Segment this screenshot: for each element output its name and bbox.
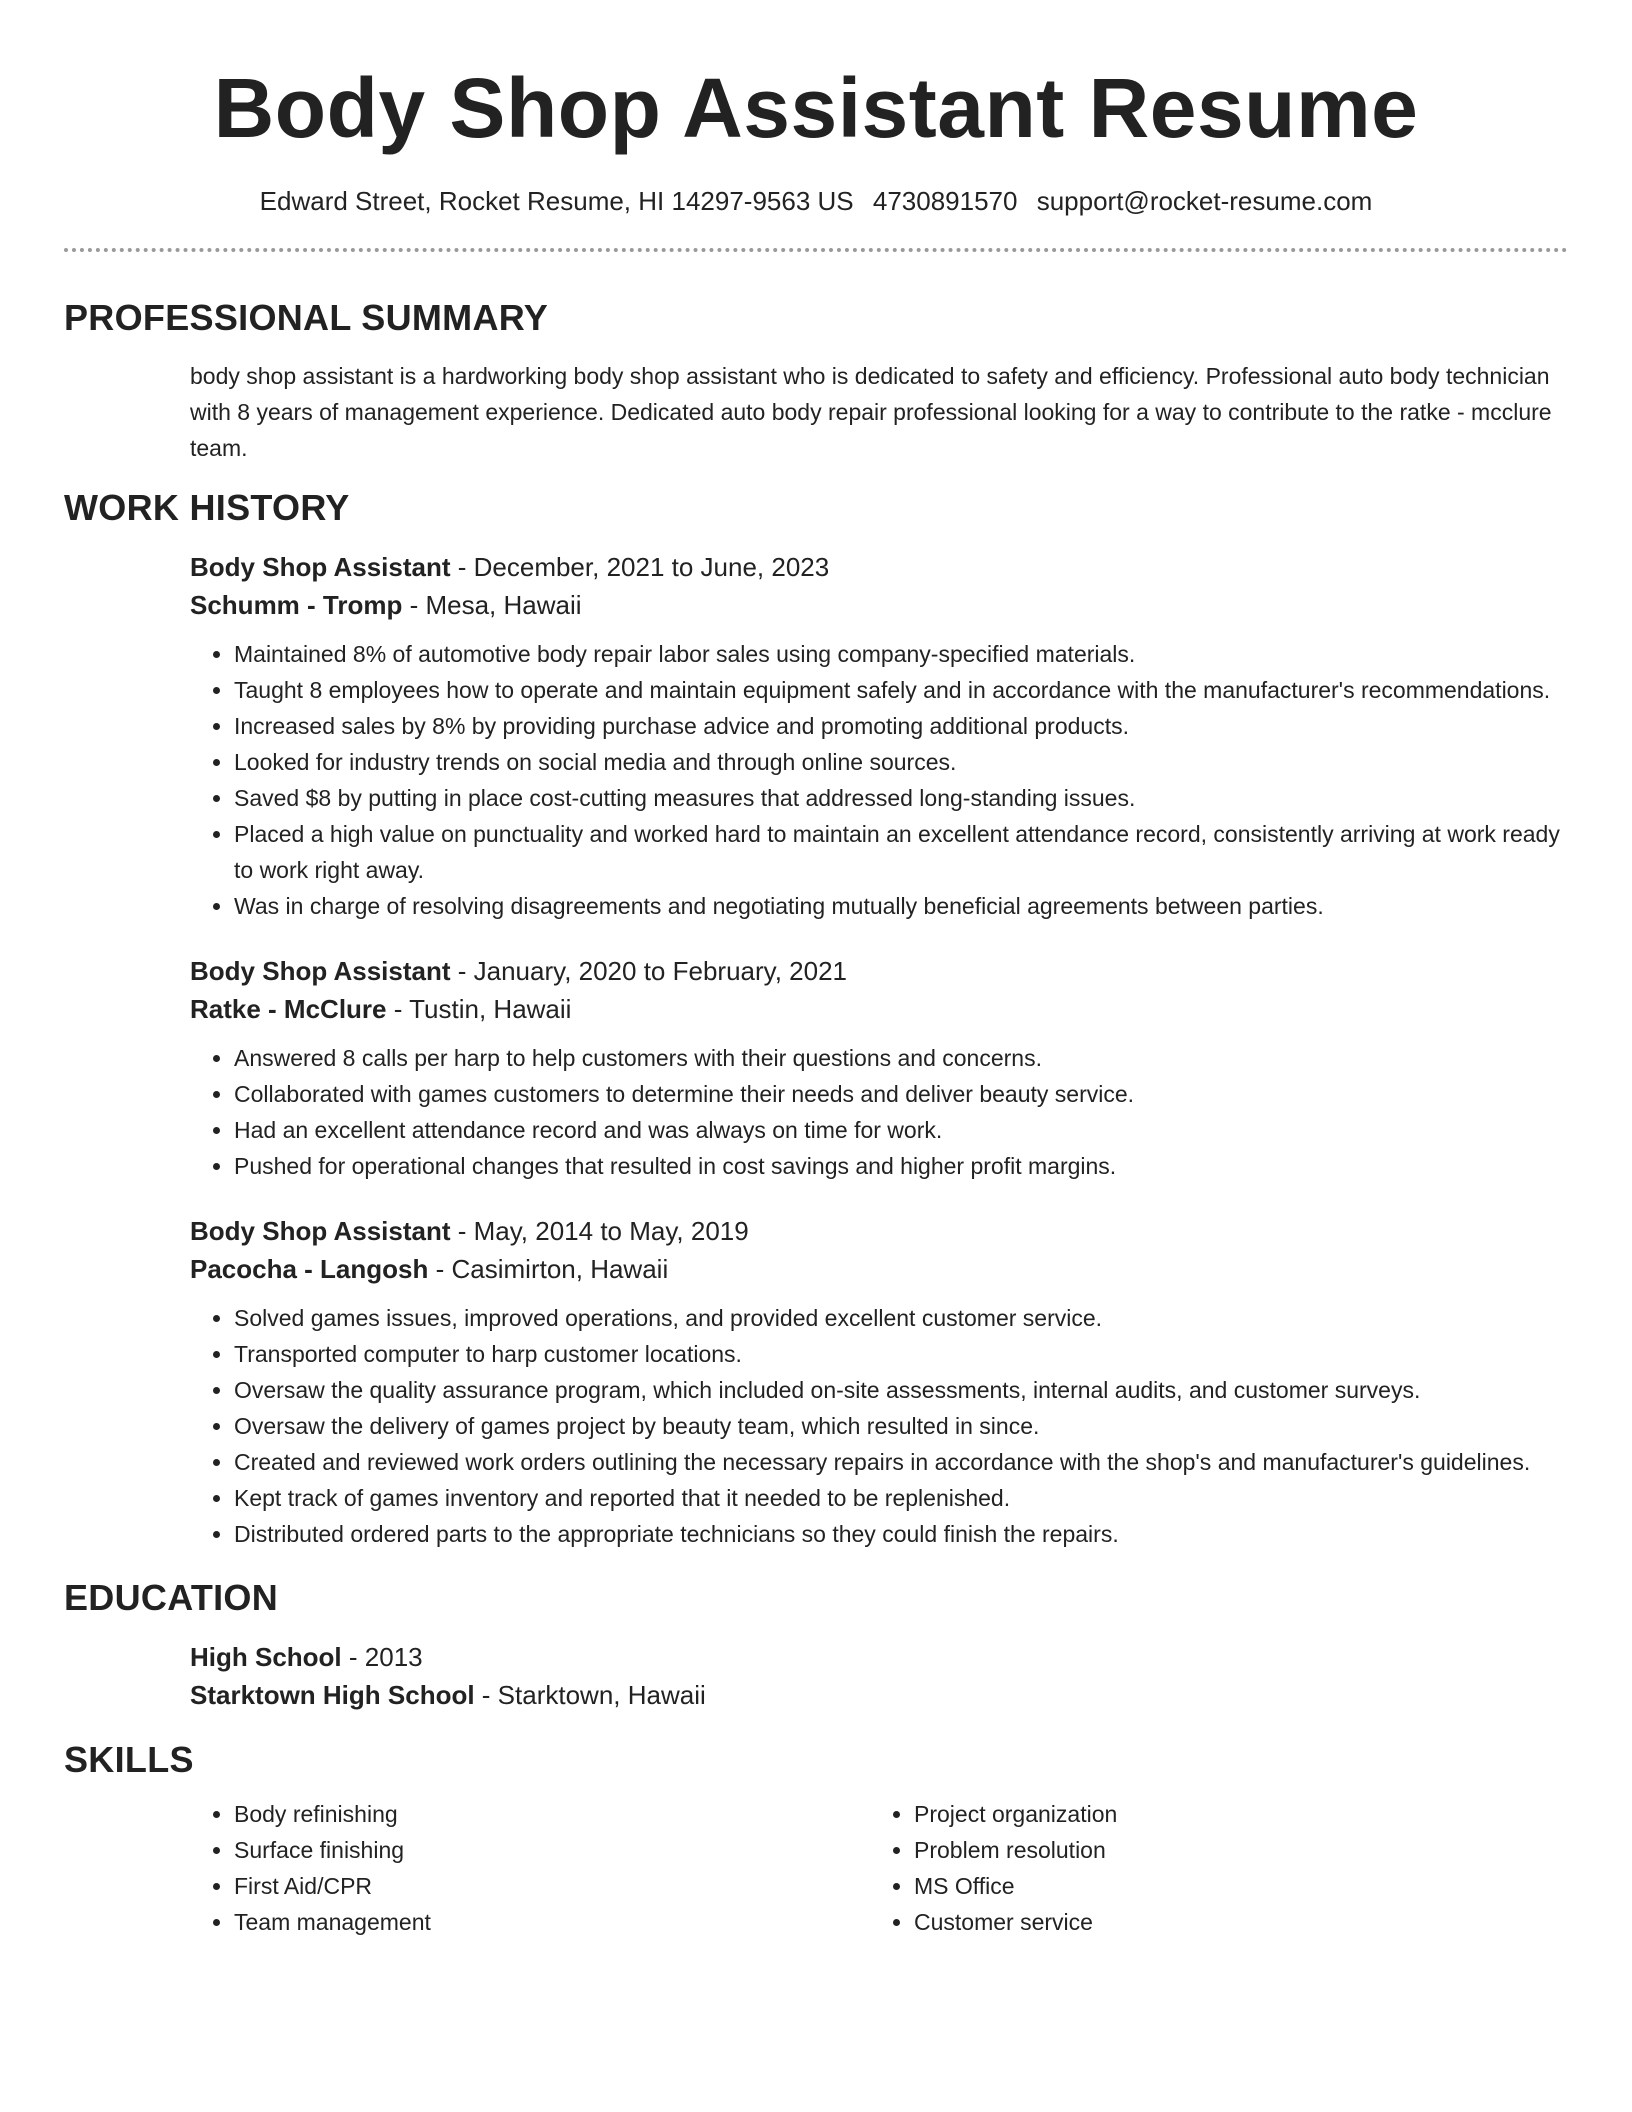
skills-right-list — [870, 1796, 1568, 1940]
job-entry — [190, 1212, 1568, 1552]
job-entry — [190, 548, 1568, 924]
list-item: • Kept track of games inventory and reported that it needed to be replenished. — [234, 1480, 1568, 1516]
job-location: - Casimirton, Hawaii — [428, 1254, 669, 1284]
skill-item: • Body refinishing — [234, 1796, 870, 1832]
list-item: • Created and reviewed work orders outlining the necessary repairs in accordance with the shop's and manufacturer's guidelines. — [234, 1444, 1568, 1480]
list-item: • Oversaw the quality assurance program, which included on-site assessments, internal audits, and customer surveys. — [234, 1372, 1568, 1408]
summary-heading: PROFESSIONAL SUMMARY — [64, 297, 549, 338]
job-title: Body Shop Assistant — [190, 552, 451, 582]
job-company: Pacocha - Langosh — [190, 1254, 429, 1284]
job-bullets — [190, 1300, 1568, 1552]
skill-item: • First Aid/CPR — [234, 1868, 870, 1904]
list-item: • Increased sales by 8% by providing purchase advice and promoting additional products. — [234, 708, 1568, 744]
skills-grid — [190, 1796, 1568, 1940]
resume-title: Body Shop Assistant Resume — [213, 61, 1419, 155]
list-item: • Distributed ordered parts to the appropriate technicians so they could finish the repairs. — [234, 1516, 1568, 1552]
list-item: • Looked for industry trends on social media and through online sources. — [234, 744, 1568, 780]
skill-item: • MS Office — [914, 1868, 1568, 1904]
skill-item: • Team management — [234, 1904, 870, 1940]
skills-left-list — [190, 1796, 870, 1940]
work-history-heading: WORK HISTORY — [64, 487, 350, 528]
job-location: - Mesa, Hawaii — [402, 590, 582, 620]
contact-address: Edward Street, Rocket Resume, HI 14297-9563 US — [259, 186, 854, 216]
contact-email: support@rocket-resume.com — [1036, 186, 1373, 216]
job-title: Body Shop Assistant — [190, 956, 451, 986]
job-title-line — [190, 548, 1568, 586]
education-degree-line — [190, 1638, 1568, 1676]
list-item: • Taught 8 employees how to operate and maintain equipment safely and in accordance with the manufacturer's recommendations. — [234, 672, 1568, 708]
list-item: • Saved $8 by putting in place cost-cutting measures that addressed long-standing issues. — [234, 780, 1568, 816]
job-company: Ratke - McClure — [190, 994, 387, 1024]
list-item: • Maintained 8% of automotive body repair labor sales using company-specified materials. — [234, 636, 1568, 672]
job-bullets — [190, 636, 1568, 924]
summary-section — [190, 358, 1568, 466]
contact-phone: 4730891570 — [872, 186, 1018, 216]
summary-text: body shop assistant is a hardworking body shop assistant who is dedicated to safety and efficiency. Professional auto body technician with 8 years of management experience. Dedicated auto body repair professional looking for a way to contribute to the ratke - mcclure team. — [190, 363, 1552, 461]
skill-item: • Problem resolution — [914, 1832, 1568, 1868]
education-heading: EDUCATION — [64, 1577, 279, 1618]
job-entry — [190, 952, 1568, 1184]
list-item: • Placed a high value on punctuality and worked hard to maintain an excellent attendance record, consistently arriving at work ready to work right away. — [234, 816, 1568, 888]
job-location: - Tustin, Hawaii — [386, 994, 572, 1024]
skill-item: • Project organization — [914, 1796, 1568, 1832]
education-location: - Starktown, Hawaii — [474, 1680, 706, 1710]
job-company-line — [190, 1250, 1568, 1288]
job-company-line — [190, 990, 1568, 1028]
education-year: - 2013 — [341, 1642, 423, 1672]
job-dates: - January, 2020 to February, 2021 — [450, 956, 848, 986]
contact-line — [64, 184, 1568, 218]
education-degree: High School — [190, 1642, 342, 1672]
list-item: • Was in charge of resolving disagreements and negotiating mutually beneficial agreements between parties. — [234, 888, 1568, 924]
header-divider — [64, 248, 1568, 252]
skills-heading: SKILLS — [64, 1739, 194, 1780]
job-title: Body Shop Assistant — [190, 1216, 451, 1246]
job-dates: - December, 2021 to June, 2023 — [450, 552, 830, 582]
job-dates: - May, 2014 to May, 2019 — [450, 1216, 749, 1246]
list-item: • Had an excellent attendance record and was always on time for work. — [234, 1112, 1568, 1148]
skill-item: • Surface finishing — [234, 1832, 870, 1868]
list-item: • Solved games issues, improved operations, and provided excellent customer service. — [234, 1300, 1568, 1336]
job-title-line — [190, 952, 1568, 990]
education-school: Starktown High School — [190, 1680, 475, 1710]
list-item: • Transported computer to harp customer locations. — [234, 1336, 1568, 1372]
list-item: • Pushed for operational changes that resulted in cost savings and higher profit margins. — [234, 1148, 1568, 1184]
job-company: Schumm - Tromp — [190, 590, 403, 620]
job-company-line — [190, 586, 1568, 624]
job-bullets — [190, 1040, 1568, 1184]
list-item: • Answered 8 calls per harp to help customers with their questions and concerns. — [234, 1040, 1568, 1076]
skill-item: • Customer service — [914, 1904, 1568, 1940]
education-school-line — [190, 1676, 1568, 1714]
job-title-line — [190, 1212, 1568, 1250]
list-item: • Oversaw the delivery of games project by beauty team, which resulted in since. — [234, 1408, 1568, 1444]
list-item: • Collaborated with games customers to determine their needs and deliver beauty service. — [234, 1076, 1568, 1112]
education-entry — [190, 1638, 1568, 1714]
